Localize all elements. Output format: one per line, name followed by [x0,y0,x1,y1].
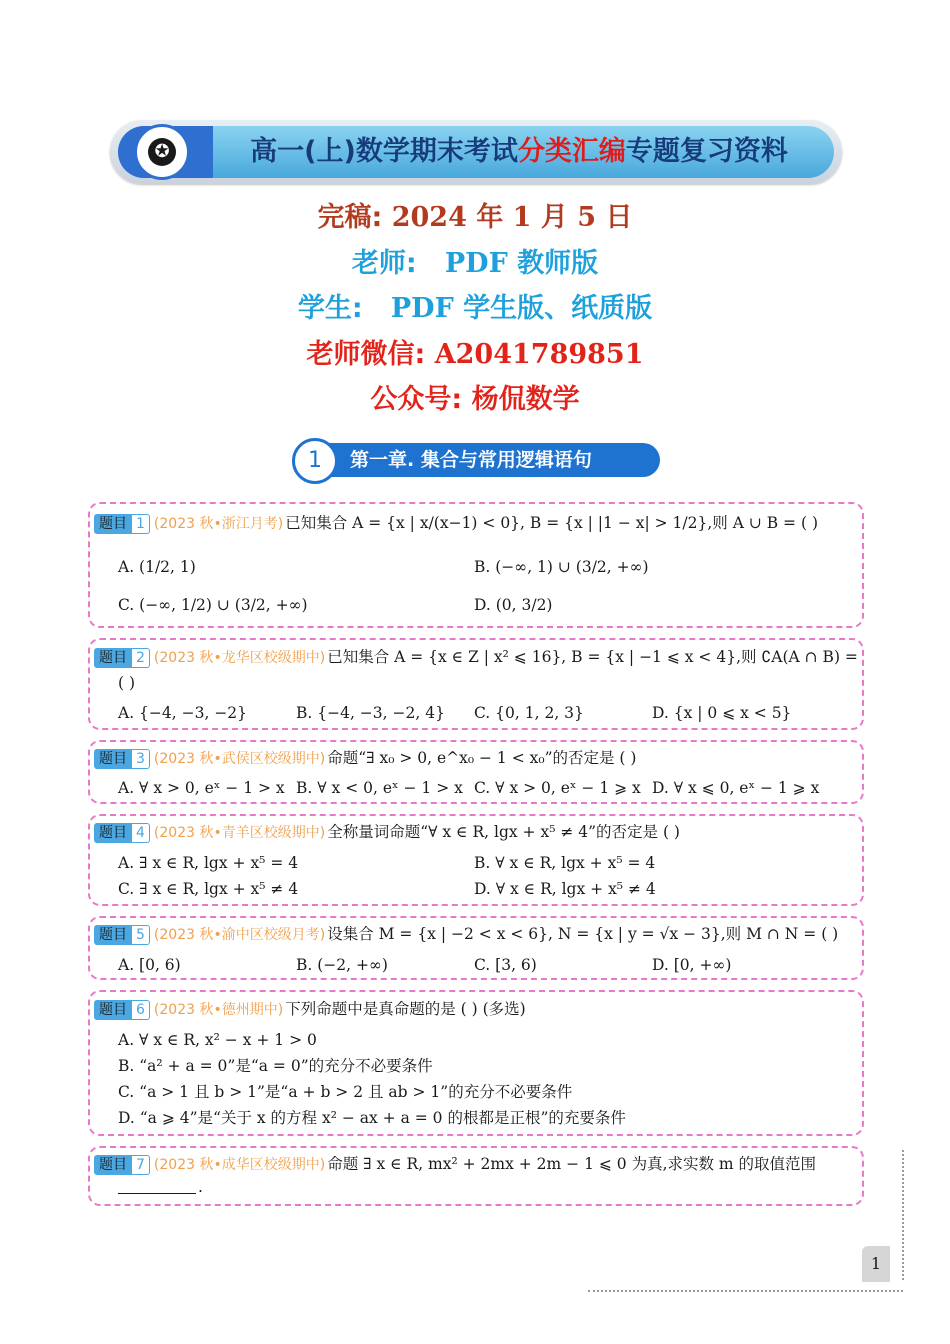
question-stem-2 [94,646,858,669]
question-tag: 题目 3 [94,749,150,769]
question-source: (2023 秋•青羊区校级期中) [153,825,326,841]
account-line: 公众号: 杨侃数学 [370,384,580,415]
question-tag: 题目 7 [94,1155,150,1175]
option-c: C. ∃ x ∈ R, lgx + x⁵ ≠ 4 [118,880,299,898]
option-d: D. [0, +∞) [652,956,732,974]
title-post: 专题复习资料 [625,136,788,167]
page-number: 1 [862,1246,890,1282]
question-text: 设集合 M = {x | −2 < x < 6}, N = {x | y = √x − 3},则 M ∩ N = ( ) [327,925,839,943]
star-icon: ✪ [148,138,176,166]
question-stem-3 [94,747,636,770]
question-source: (2023 秋•武侯区校级期中) [153,751,326,767]
option-d: D. “a ⩾ 4”是“关于 x 的方程 x² − ax + a = 0 的根都是正根”的充要条件 [118,1109,626,1127]
wechat-line: 老师微信: A2041789851 [306,339,644,370]
question-source: (2023 秋•德州期中) [153,1002,284,1018]
question-stem-2-cont: ( ) [118,674,136,692]
question-text: 命题 ∃ x ∈ R, mx² + 2mx + 2m − 1 ⩽ 0 为真,求实数 m 的取值范围 [327,1155,817,1173]
option-d: D. ∀ x ∈ R, lgx + x⁵ ≠ 4 [474,880,656,898]
option-a: A. ∀ x > 0, eˣ − 1 > x [118,779,285,797]
question-source: (2023 秋•龙华区校级期中) [153,650,326,666]
question-tag: 题目 4 [94,823,150,843]
question-stem-7-cont: . [198,1178,203,1196]
question-text: 已知集合 A = {x ∈ Z | x² ⩽ 16}, B = {x | −1 ⩽ x < 4},则 ∁A(A ∩ B) = [327,648,858,666]
option-c: C. ∀ x > 0, eˣ − 1 ⩾ x [474,779,641,797]
chapter-title: 第一章. 集合与常用逻辑语句 [350,449,592,471]
question-stem-4 [94,821,680,844]
page-border-dots [902,1150,904,1280]
option-a: A. [0, 6) [118,956,181,974]
question-text: 全称量词命题“∀ x ∈ R, lgx + x⁵ ≠ 4”的否定是 ( ) [327,823,680,841]
title-pre: 高一(上)数学期末考试 [250,136,518,167]
page-border-dots [588,1290,903,1292]
option-d: D. (0, 3/2) [474,596,553,614]
question-stem-1 [94,512,818,535]
question-text: 已知集合 A = {x | x/(x−1) < 0}, B = {x | |1 − x| > 1/2},则 A ∪ B = ( ) [285,514,818,532]
option-a: A. ∃ x ∈ R, lgx + x⁵ = 4 [118,854,299,872]
title-highlight: 分类汇编 [517,136,626,167]
question-source: (2023 秋•渝中区校级月考) [153,927,326,943]
question-stem-5 [94,923,838,946]
draft-date-line: 完稿: 2024 年 1 月 5 日 [317,202,633,233]
answer-blank[interactable] [118,1193,196,1194]
question-tag: 题目 6 [94,1000,150,1020]
option-d: D. ∀ x ⩽ 0, eˣ − 1 ⩾ x [652,779,820,797]
option-b: B. ∀ x ∈ R, lgx + x⁵ = 4 [474,854,656,872]
question-text: 下列命题中是真命题的是 ( ) (多选) [285,1000,526,1018]
option-a: A. (1/2, 1) [118,558,196,576]
question-tag: 题目 5 [94,925,150,945]
question-stem-6 [94,998,526,1021]
option-c: C. (−∞, 1/2) ∪ (3/2, +∞) [118,596,308,614]
teacher-line: 老师: PDF 教师版 [351,248,599,279]
option-c: C. [3, 6) [474,956,537,974]
option-d: D. {x | 0 ⩽ x < 5} [652,704,792,722]
question-source: (2023 秋•浙江月考) [153,516,284,532]
student-line: 学生: PDF 学生版、纸质版 [297,293,653,324]
option-b: B. (−∞, 1) ∪ (3/2, +∞) [474,558,649,576]
question-text: 命题“∃ x₀ > 0, e^x₀ − 1 < x₀”的否定是 ( ) [327,749,637,767]
option-a: A. {−4, −3, −2} [118,704,248,722]
option-b: B. (−2, +∞) [296,956,388,974]
question-source: (2023 秋•成华区校级期中) [153,1157,326,1173]
option-b: B. ∀ x < 0, eˣ − 1 > x [296,779,463,797]
question-tag: 题目 2 [94,648,150,668]
option-b: B. “a² + a = 0”是“a = 0”的充分不必要条件 [118,1057,433,1075]
option-c: C. {0, 1, 2, 3} [474,704,584,722]
document-title [214,130,824,174]
question-tag: 题目 1 [94,514,150,534]
option-a: A. ∀ x ∈ R, x² − x + 1 > 0 [118,1031,317,1049]
chapter-number: 1 [292,438,338,484]
option-c: C. “a > 1 且 b > 1”是“a + b > 2 且 ab > 1”的充分不必要条件 [118,1083,573,1101]
question-stem-7 [94,1153,816,1176]
option-b: B. {−4, −3, −2, 4} [296,704,445,722]
